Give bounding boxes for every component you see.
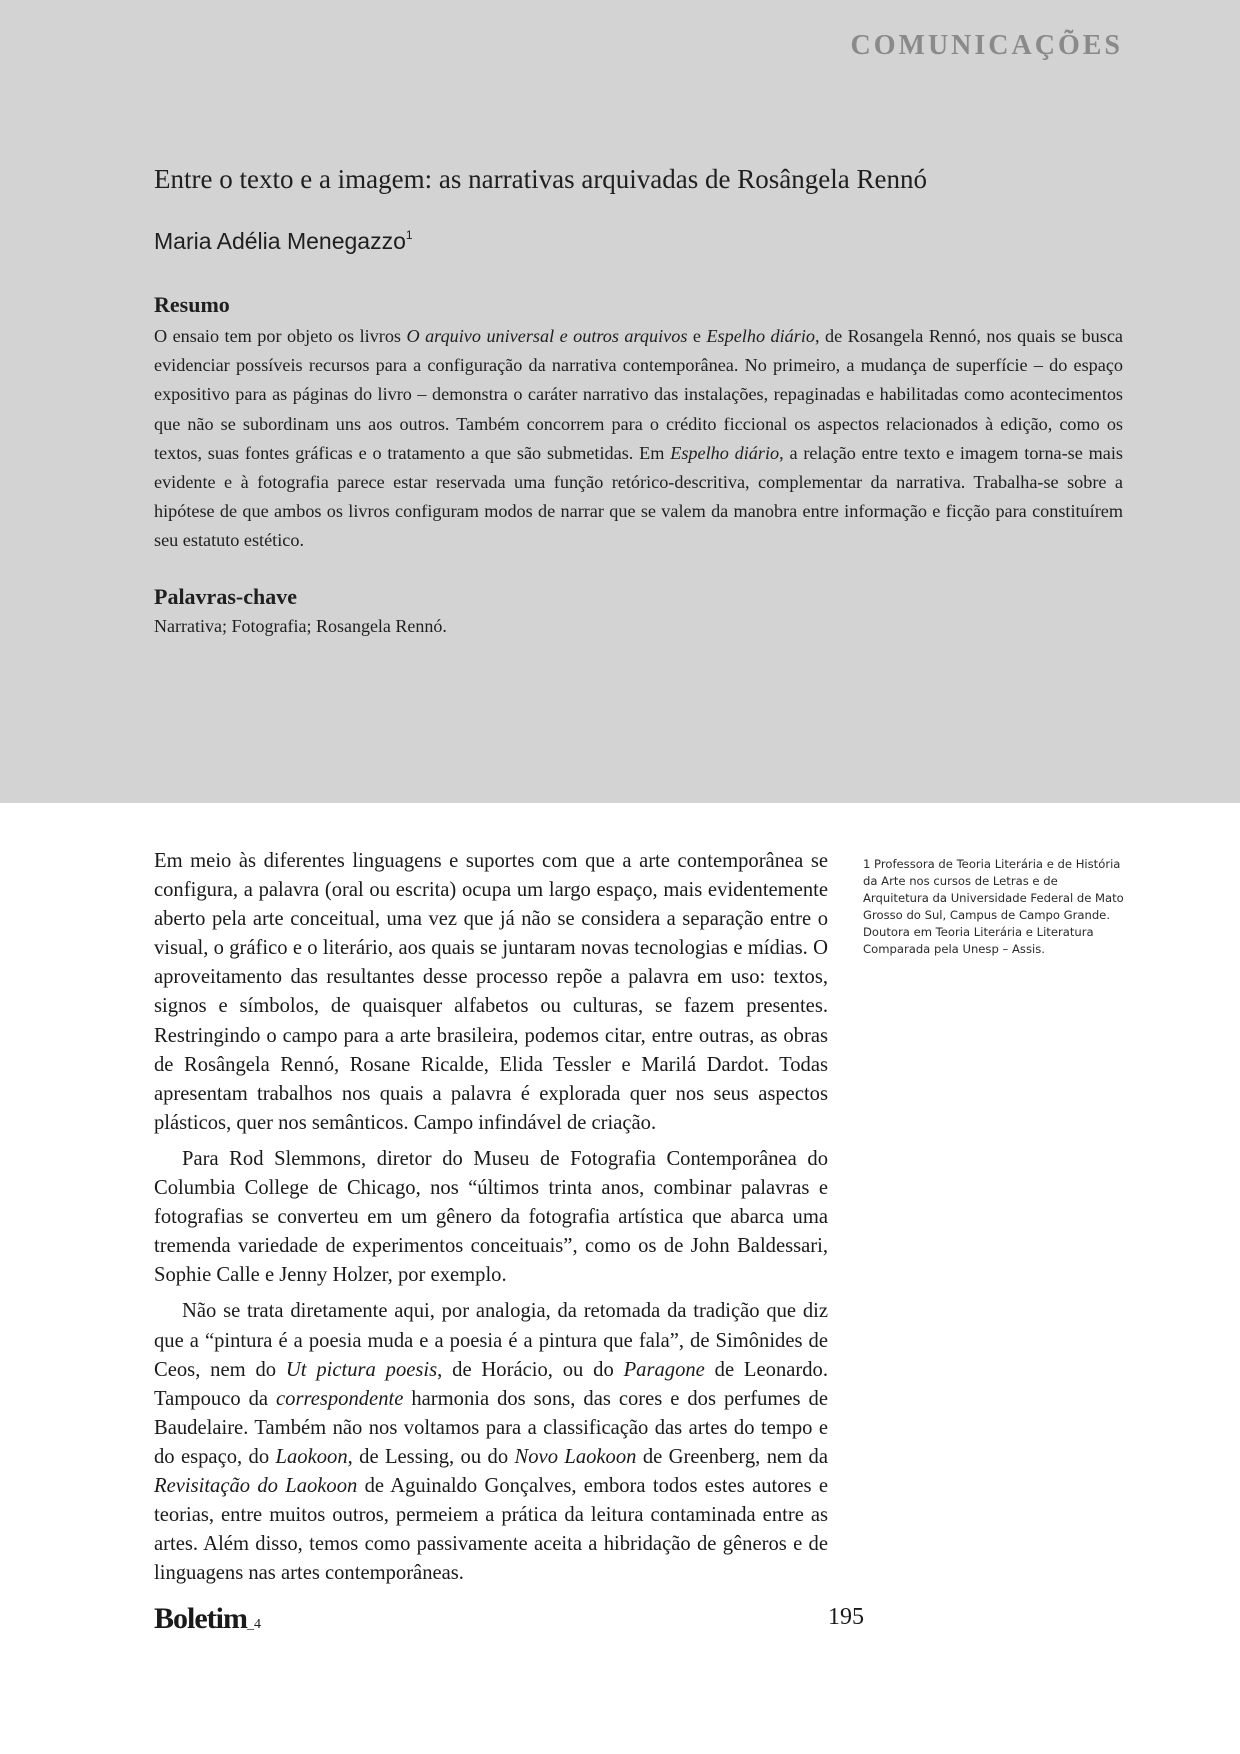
article-title: Entre o texto e a imagem: as narrativas arquivadas de Rosângela Rennó	[154, 164, 927, 194]
body-segment: harmonia dos sons, das cores e dos perfumes de Baudelaire. Também não nos voltamos para a classificação das artes do tempo e do espaço, do	[154, 1387, 828, 1468]
page-number: 195	[828, 1604, 864, 1630]
author-name	[154, 228, 413, 255]
body-text	[154, 847, 828, 1595]
body-italic: Paragone	[623, 1358, 705, 1381]
body-segment: de Aguinaldo Gonçalves, embora todos estes autores e teorias, entre muitos outros, permeiem a prática da leitura contaminada entre as artes. Além disso, temos como passivamente aceita a hibridação de gêneros e de linguagens nas artes contemporâneas.	[154, 1474, 828, 1585]
abstract-segment: e	[687, 326, 707, 346]
author-text: Maria Adélia Menegazzo	[154, 228, 406, 254]
abstract-segment: O ensaio tem por objeto os livros	[154, 326, 407, 346]
abstract-book-title: Espelho diário	[706, 326, 815, 346]
abstract-heading: Resumo	[154, 292, 230, 317]
section-label: COMUNICAÇÕES	[850, 30, 1123, 61]
body-italic: Revisitação do Laokoon	[154, 1474, 358, 1497]
journal-issue: _4	[246, 1617, 261, 1632]
footnote-marker[interactable]: 1	[405, 228, 413, 242]
body-italic: Laokoon	[275, 1445, 348, 1468]
body-paragraph-3	[154, 1297, 828, 1588]
body-segment: , de Horácio, ou do	[437, 1358, 624, 1381]
abstract-book-title: Espelho diário	[670, 442, 780, 463]
keywords-heading: Palavras-chave	[154, 584, 297, 609]
body-italic: correspondente	[276, 1387, 404, 1410]
abstract-segment: , de Rosangela Rennó, nos quais se busca evidenciar possíveis recursos para a configuração da narrativa contemporânea. No primeiro, a mudança de superfície – do espaço expositivo para as páginas do livro – demonstra o caráter narrativo das instalações, repaginadas e habilitadas como acontecimentos que não se subordinam uns aos outros. Também concorrem para o crédito ficcional os aspectos relacionados à edição, como os textos, suas fontes gráficas e o tratamento a que são submetidas. Em	[154, 326, 1123, 463]
body-segment: Não se trata diretamente aqui, por analogia, da retomada da tradição que diz que a “pintura é a poesia muda e a poesia é a pintura que fala”, de Simônides de Ceos, nem do	[154, 1300, 828, 1381]
journal-name: Boletim	[154, 1602, 247, 1635]
body-italic: Novo Laokoon	[514, 1445, 637, 1468]
footnote: 1 Professora de Teoria Literária e de História da Arte nos cursos de Letras e de Arquitetura da Universidade Federal de Mato Grosso do Sul, Campus de Campo Grande. Doutora em Teoria Literária e Literatura Comparada pela Unesp – Assis.	[863, 857, 1124, 956]
journal-logo	[154, 1602, 261, 1636]
body-segment: de Leonardo. Tampouco da	[154, 1358, 828, 1410]
abstract-text	[154, 322, 1123, 556]
body-segment: , de Lessing, ou do	[347, 1445, 515, 1468]
body-paragraph-1: Em meio às diferentes linguagens e suportes com que a arte contemporânea se configura, a palavra (oral ou escrita) ocupa um largo espaço, mais evidentemente aberto pela arte conceitual, uma vez que já não se considera a separação entre o visual, o gráfico e o literário, aos quais se juntaram novas tecnologias e mídias. O aproveitamento das resultantes desse processo repõe a palavra em uso: textos, signos e símbolos, de quaisquer alfabetos ou culturas, se fazem presentes. Restringindo o campo para a arte brasileira, podemos citar, entre outras, as obras de Rosângela Rennó, Rosane Ricalde, Elida Tessler e Marilá Dardot. Todas apresentam trabalhos nos quais a palavra é explorada quer nos seus aspectos plásticos, quer nos semânticos. Campo infindável de criação.	[154, 850, 828, 1134]
abstract-book-title: O arquivo universal e outros arquivos	[406, 326, 688, 346]
body-paragraph-2: Para Rod Slemmons, diretor do Museu de Fotografia Contemporânea do Columbia College de Chicago, nos “últimos trinta anos, combinar palavras e fotografias se converteu em um gênero da fotografia artística que abarca uma tremenda variedade de experimentos conceituais”, como os de John Baldessari, Sophie Calle e Jenny Holzer, por exemplo.	[154, 1147, 828, 1287]
body-segment: de Greenberg, nem da	[636, 1445, 828, 1468]
abstract-segment: , a relação entre texto e imagem torna-se mais evidente e à fotografia parece estar reservada uma função retórico-descritiva, complementar da narrativa. Trabalha-se sobre a hipótese de que ambos os livros configuram modos de narrar que se valem da manobra entre informação e ficção para constituírem seu estatuto estético.	[154, 442, 1123, 551]
keywords-text: Narrativa; Fotografia; Rosangela Rennó.	[154, 616, 447, 636]
body-italic: Ut pictura poesis	[285, 1358, 438, 1381]
